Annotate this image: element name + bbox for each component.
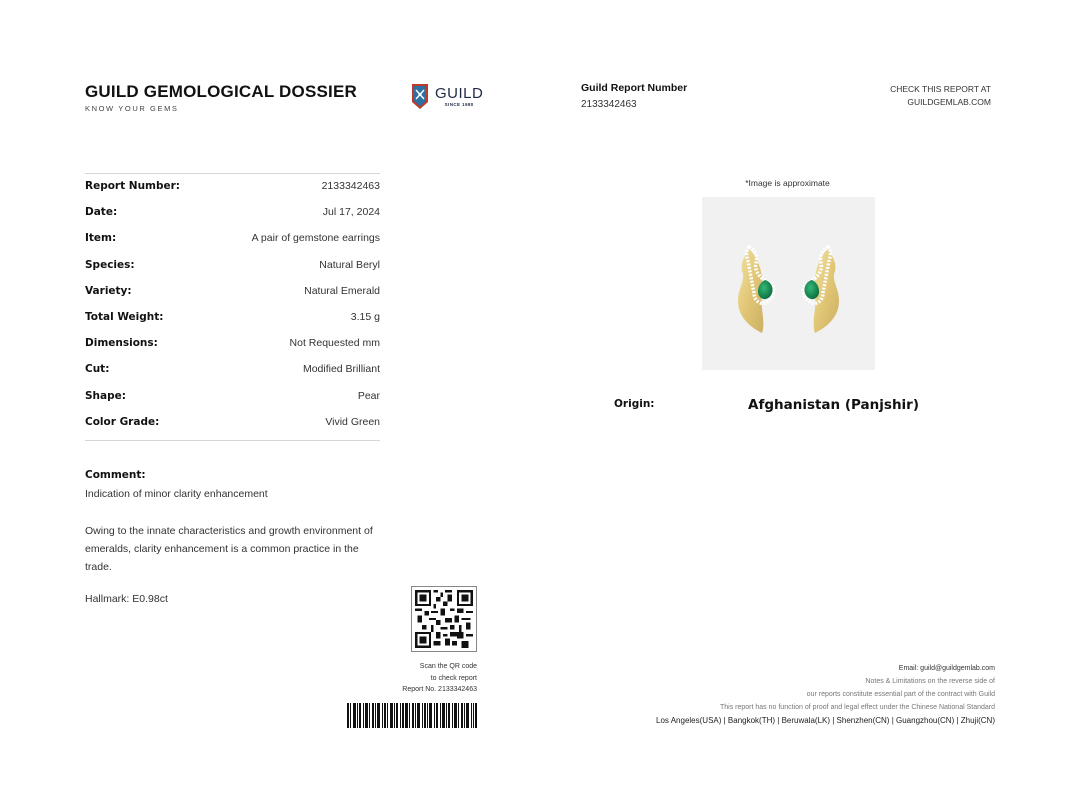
- detail-label: Dimensions:: [85, 337, 158, 350]
- logo-since: SINCE 1980: [444, 101, 474, 107]
- footer-note-3: This report has no function of proof and legal effect under the Chinese National Standard: [720, 704, 995, 711]
- contact-email[interactable]: Email: guild@guildgemlab.com: [898, 665, 995, 672]
- earrings-image: [702, 197, 875, 370]
- comment-text: Indication of minor clarity enhancement: [85, 488, 268, 500]
- qr-line-1: Scan the QR code: [419, 663, 477, 670]
- detail-row-dimensions: [85, 337, 380, 363]
- logo-wordmark: GUILD: [435, 84, 484, 102]
- detail-value: 3.15 g: [350, 310, 380, 323]
- detail-value: Not Requested mm: [289, 337, 380, 350]
- divider-top: [85, 173, 380, 174]
- qr-instructions: [402, 661, 477, 696]
- barcode-icon: [347, 703, 477, 728]
- detail-value: Jul 17, 2024: [322, 206, 380, 219]
- detail-value: Natural Emerald: [304, 284, 380, 297]
- detail-label: Item:: [85, 232, 117, 245]
- detail-label: Color Grade:: [85, 415, 160, 428]
- qr-code-icon: [415, 590, 473, 648]
- footer-note-1: Notes & Limitations on the reverse side of: [865, 678, 995, 685]
- detail-row-color-grade: [85, 416, 380, 442]
- qr-code[interactable]: [411, 586, 477, 652]
- detail-row-report-number: [85, 180, 380, 206]
- check-report-notice: [890, 83, 991, 109]
- document-title: GUILD GEMOLOGICAL DOSSIER: [85, 82, 357, 101]
- hallmark: Hallmark: E0.98ct: [85, 593, 168, 605]
- detail-row-date: [85, 206, 380, 232]
- check-report-line: CHECK THIS REPORT AT: [890, 84, 991, 94]
- origin-label: Origin:: [614, 398, 655, 410]
- guild-logo: [411, 81, 491, 111]
- comment-paragraph: Owing to the innate characteristics and growth environment of emeralds, clarity enhancement is a common practice in the trade.: [85, 525, 373, 573]
- detail-label: Date:: [85, 206, 118, 219]
- detail-label: Shape:: [85, 389, 126, 402]
- detail-value: A pair of gemstone earrings: [251, 232, 380, 245]
- detail-value: Vivid Green: [325, 415, 380, 428]
- emerald-earrings-photo: [702, 197, 875, 370]
- detail-row-item: [85, 232, 380, 258]
- check-report-url[interactable]: GUILDGEMLAB.COM: [907, 97, 991, 107]
- lab-locations: Los Angeles(USA) | Bangkok(TH) | Beruwala(LK) | Shenzhen(CN) | Guangzhou(CN) | Zhuji(CN): [656, 716, 995, 725]
- details-table: [85, 180, 380, 442]
- qr-report-number: Report No. 2133342463: [402, 686, 477, 693]
- guild-report-number-label: Guild Report Number: [581, 82, 688, 94]
- tagline: KNOW YOUR GEMS: [85, 104, 179, 113]
- detail-label: Species:: [85, 258, 135, 271]
- image-caption: *Image is approximate: [745, 178, 830, 188]
- detail-label: Total Weight:: [85, 310, 164, 323]
- detail-value: Natural Beryl: [319, 258, 380, 271]
- origin-value: Afghanistan (Panjshir): [748, 397, 920, 413]
- divider-bottom: [85, 440, 380, 441]
- footer-note-2: our reports constitute essential part of the contract with Guild: [806, 691, 995, 698]
- guild-report-number-value: 2133342463: [581, 99, 637, 110]
- detail-value: Pear: [357, 389, 380, 402]
- footer: [656, 662, 995, 727]
- detail-row-species: [85, 259, 380, 285]
- detail-row-total-weight: [85, 311, 380, 337]
- detail-row-cut: [85, 363, 380, 389]
- detail-row-shape: [85, 390, 380, 416]
- detail-label: Variety:: [85, 284, 132, 297]
- shield-crest-icon: [411, 83, 429, 110]
- detail-row-variety: [85, 285, 380, 311]
- comment-label: Comment:: [85, 469, 146, 481]
- detail-value: Modified Brilliant: [302, 363, 380, 376]
- detail-label: Report Number:: [85, 180, 181, 192]
- detail-value: 2133342463: [321, 180, 380, 192]
- detail-label: Cut:: [85, 363, 110, 376]
- qr-line-2: to check report: [430, 674, 477, 682]
